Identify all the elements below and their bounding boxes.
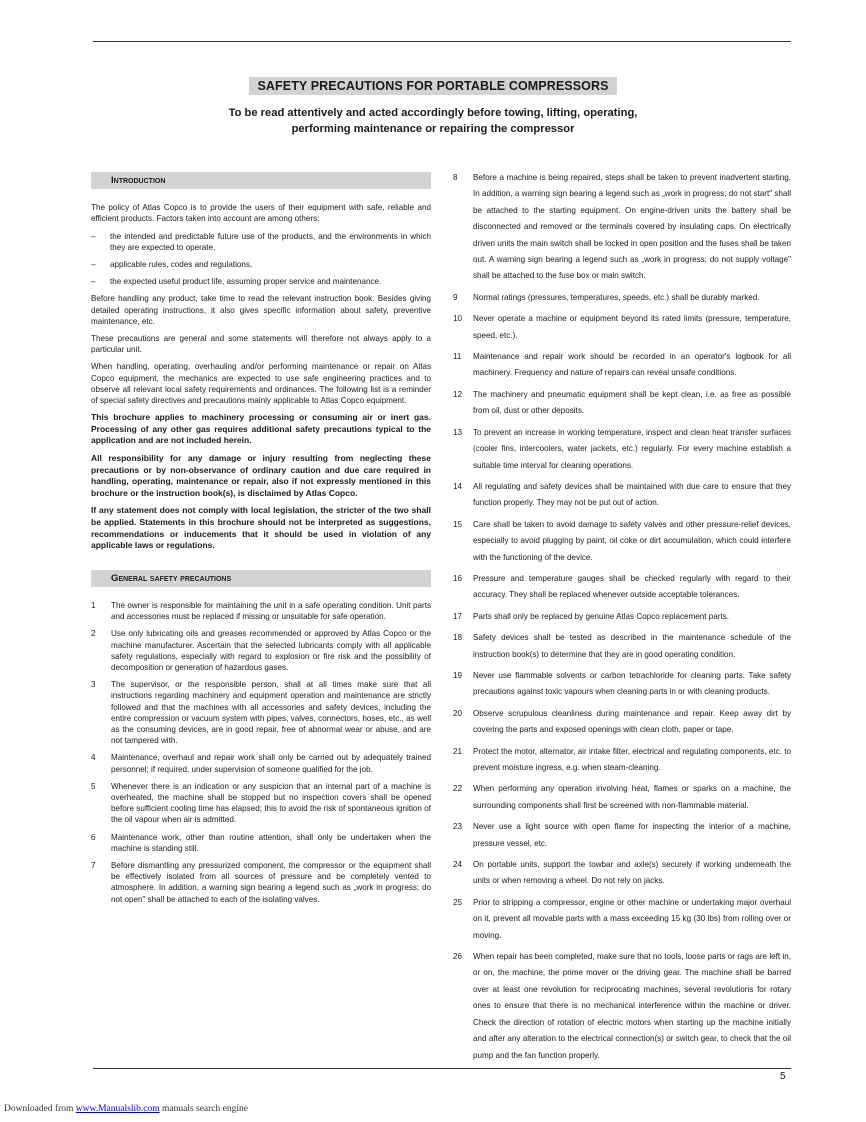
intro-paragraph-2: Before handling any product, take time to read the relevant instruction book. Besides giving detailed operating instructions, it also gives specific information about safety, preventive maintenance, etc. (91, 294, 431, 326)
item-number: 21 (453, 746, 463, 756)
safety-item-10 (453, 311, 791, 344)
safety-item-22 (453, 781, 791, 814)
item-number: 3 (91, 680, 96, 690)
item-text: The owner is responsible for maintaining the unit in a safe operating condition. Unit parts and accessories must be replaced if missing or unsuitable for safe operation. (111, 600, 431, 622)
item-number: 7 (91, 861, 96, 871)
item-text: Maintenance work, other than routine attention, shall only be undertaken when the machine is standing still. (111, 832, 431, 853)
top-rule (93, 41, 791, 42)
safety-item-14 (453, 479, 791, 512)
item-number: 25 (453, 897, 463, 907)
download-footer (4, 1104, 248, 1114)
item-number: 17 (453, 611, 463, 621)
introduction-heading: Introduction (91, 172, 431, 189)
intro-bold-paragraph-1: This brochure applies to machinery processing or consuming air or inert gas. Processing of any other gas requires additional safety precautions typical to the application and are not included herein. (91, 412, 431, 446)
item-number: 24 (453, 860, 463, 870)
item-number: 12 (453, 389, 463, 399)
intro-bullet-text: the intended and predictable future use of the products, and the environments in which they are expected to operate, (110, 231, 431, 252)
intro-bold-paragraph-2: All responsibility for any damage or injury resulting from neglecting these precautions or by non-observance of ordinary caution and due care required in handling, operating, maintenance or repair, also if not expressly mentioned in this brochure or the instruction book(s), is disclaimed by Atlas Copco. (91, 453, 431, 498)
general-items-right (453, 170, 791, 1064)
item-number: 2 (91, 629, 96, 639)
general-items-left (91, 600, 431, 905)
item-text: Observe scrupulous cleanliness during maintenance and repair. Keep away dirt by covering the parts and exposed openings with clean cloth, paper or tape. (473, 708, 791, 735)
safety-item-7 (91, 860, 431, 905)
subtitle-line-1: To be read attentively and acted accordingly before towing, lifting, operating, (228, 107, 638, 119)
safety-item-21 (453, 744, 791, 777)
item-text: To prevent an increase in working temperature, inspect and clean heat transfer surfaces (cooler fins, intercoolers, water jackets, etc.) regularly. For every machine establish a suitable time interval for cleaning operations. (473, 427, 791, 470)
item-text: Normal ratings (pressures, temperatures, speeds, etc.) shall be durably marked. (473, 292, 760, 302)
safety-item-4 (91, 752, 431, 774)
intro-bullet (91, 231, 431, 253)
item-text: The supervisor, or the responsible person, shall at all times make sure that all instructions regarding machinery and equipment operation and maintenance are strictly followed and that the machines with all accessories and safety devices, including the entire compression or vacuum system with pipes, valves, connectors, hoses, etc., as well as the consuming devices, are in good repair, free of abnormal wear or abuse, and are not tampered with. (111, 680, 431, 746)
item-number: 19 (453, 670, 463, 680)
bottom-rule (93, 1068, 791, 1069)
item-number: 18 (453, 633, 463, 643)
item-text: Maintenance and repair work should be recorded in an operator's logbook for all machinery. Frequency and nature of repairs can reveal unsafe conditions. (473, 352, 791, 378)
intro-bullet (91, 276, 431, 287)
title-box (0, 77, 866, 95)
safety-item-16 (453, 571, 791, 604)
item-text: When performing any operation involving heat, flames or sparks on a machine, the surrounding components shall first be screened with non-flammable material. (473, 784, 791, 810)
item-text: Prior to stripping a compressor, engine or other machine or undertaking major overhaul on it, prevent all movable parts with a mass exceeding 15 kg (30 lbs) from rolling over or moving. (473, 897, 791, 940)
footer-prefix: Downloaded from (4, 1104, 76, 1114)
item-number: 20 (453, 708, 463, 718)
item-number: 13 (453, 427, 463, 437)
item-number: 8 (453, 173, 458, 182)
subtitle (0, 105, 866, 137)
intro-paragraph-4: When handling, operating, overhauling and/or performing maintenance or repair on Atlas Copco equipment, the mechanics are expected to use safe engineering practices and to observe all relevant local safety requirements and ordinances. The following list is a reminder of special safety directives and precautions mainly applicable to Atlas Copco equipment. (91, 362, 431, 406)
intro-paragraph-3: These precautions are general and some statements will therefore not always apply to a particular unit. (91, 334, 431, 355)
item-text: Never use flammable solvents or carbon tetrachloride for cleaning parts. Take safety precautions against toxic vapours when cleaning parts in or with cleaning products. (473, 670, 791, 697)
safety-item-1 (91, 600, 431, 622)
item-text: Safety devices shall be tested as described in the maintenance schedule of the instruction book(s) to determine that they are in good operating condition. (473, 633, 791, 659)
item-number: 5 (91, 781, 96, 791)
manualslib-link[interactable]: www.Manualslib.com (75, 1104, 160, 1114)
page-title: SAFETY PRECAUTIONS FOR PORTABLE COMPRESSORS (249, 77, 616, 95)
safety-item-26 (453, 949, 791, 1064)
safety-item-8 (453, 170, 791, 285)
safety-item-24 (453, 857, 791, 890)
item-number: 10 (453, 314, 463, 324)
item-number: 11 (453, 352, 462, 362)
item-text: Care shall be taken to avoid damage to safety valves and other pressure-relief devices, especially to avoid plugging by paint, oil coke or dirt accumulation, which could interfere with the functioning of the device. (473, 519, 791, 562)
general-safety-heading: General safety precautions (91, 570, 431, 587)
intro-bullet (91, 259, 431, 270)
intro-bullet-text: the expected useful product life, assuming proper service and maintenance. (110, 277, 382, 287)
item-number: 23 (453, 822, 463, 832)
item-number: 4 (91, 753, 96, 763)
item-text: Never operate a machine or equipment beyond its rated limits (pressure, temperature, speed, etc.). (473, 314, 791, 340)
item-number: 26 (453, 952, 463, 962)
item-text: On portable units, support the towbar and axle(s) securely if working underneath the units or when removing a wheel. Do not rely on jacks. (473, 860, 791, 886)
safety-item-9 (453, 290, 791, 306)
item-number: 9 (453, 292, 458, 302)
page-number: 5 (780, 1071, 786, 1082)
item-text: Protect the motor, alternator, air intake filter, electrical and regulating components, etc. to prevent moisture ingress, e.g. when steam-cleaning. (473, 746, 791, 772)
safety-item-23 (453, 819, 791, 852)
safety-item-17 (453, 609, 791, 625)
subtitle-line-2: performing maintenance or repairing the compressor (291, 123, 575, 135)
left-column (91, 172, 431, 911)
right-column (453, 170, 791, 1069)
safety-item-25 (453, 895, 791, 944)
item-number: 6 (91, 832, 96, 842)
dash-marker: – (91, 231, 96, 241)
item-number: 16 (453, 573, 463, 583)
safety-item-15 (453, 517, 791, 566)
footer-suffix: manuals search engine (159, 1104, 248, 1114)
item-number: 1 (91, 600, 96, 610)
item-text: Whenever there is an indication or any suspicion that an internal part of a machine is overheated, the machine shall be stopped but no inspection covers shall be opened before sufficient cooling time has elapsed; this to avoid the risk of spontaneous ignition of the oil vapour when air is admitted. (111, 781, 431, 825)
item-text: Use only lubricating oils and greases recommended or approved by Atlas Copco or the machine manufacturer. Ascertain that the selected lubricants comply with all applicable safety regulations, especially with regard to explosion or fire risk and the possibility of decomposition or generation of hazardous gases. (111, 629, 431, 672)
safety-item-13 (453, 425, 791, 474)
item-text: Before a machine is being repaired, steps shall be taken to prevent inadvertent starting. In addition, a warning sign bearing a legend such as „work in progress; do not start" shall be attached to the starting equipment. On engine-driven units the battery shall be disconnected and removed or the terminals covered by insulating caps. On electrically driven units the main switch shall be locked in open position and the fuses shall be taken out. A warning sign bearing a legend such as „work in progress; do not supply voltage" shall be attached to the fuse box or main switch. (473, 173, 791, 281)
item-text: The machinery and pneumatic equipment shall be kept clean, i.e. as free as possible from oil, dust or other deposits. (473, 389, 791, 416)
item-text: Before dismantling any pressurized component, the compressor or the equipment shall be effectively isolated from all sources of pressure and be completely vented to atmosphere. In addition, a warning sign bearing a legend such as „work in progress; do not open" shall be attached to each of the isolating valves. (111, 861, 431, 904)
safety-item-19 (453, 668, 791, 701)
item-text: When repair has been completed, make sure that no tools, loose parts or rags are left in, or on, the machine, the prime mover or the driving gear. The machine shall be barred over at least one revolution for reciprocating machines, several revolutions for rotary ones to ensure that there is no mechanical interference within the machine or driver. Check the direction of rotation of electric motors when starting up the machine initially and after any alteration to the electrical connection(s) or switch gear, to check that the oil pump and the fan function properly. (473, 952, 791, 1060)
intro-bullet-text: applicable rules, codes and regulations, (110, 260, 253, 270)
item-text: Parts shall only be replaced by genuine Atlas Copco replacement parts. (473, 611, 730, 621)
safety-item-11 (453, 349, 791, 382)
safety-item-6 (91, 832, 431, 854)
safety-item-3 (91, 679, 431, 746)
safety-item-12 (453, 387, 791, 420)
intro-paragraph-1: The policy of Atlas Copco is to provide the users of their equipment with safe, reliable and efficient products. Factors taken into account are among others: (91, 203, 431, 224)
item-text: Pressure and temperature gauges shall be checked regularly with regard to their accuracy. They shall be replaced whenever outside acceptable tolerances. (473, 573, 791, 600)
intro-bold-paragraph-3: If any statement does not comply with local legislation, the stricter of the two shall be applied. Statements in this brochure should not be interpreted as suggestions, recommendations or inducements that it should be used in violation of any applicable laws or regulations. (91, 505, 431, 551)
dash-marker: – (91, 260, 96, 270)
item-number: 14 (453, 481, 463, 491)
safety-item-5 (91, 781, 431, 826)
item-text: Maintenance, overhaul and repair work shall only be carried out by adequately trained personnel; if required, under supervision of someone qualified for the job. (111, 753, 431, 774)
item-text: All regulating and safety devices shall be maintained with due care to ensure that they function properly. They may not be put out of action. (473, 481, 791, 508)
dash-marker: – (91, 277, 96, 287)
item-number: 15 (453, 519, 463, 529)
safety-item-2 (91, 628, 431, 673)
item-text: Never use a light source with open flame for inspecting the interior of a machine, pressure vessel, etc. (473, 822, 791, 848)
safety-item-20 (453, 706, 791, 739)
safety-item-18 (453, 630, 791, 663)
item-number: 22 (453, 784, 463, 794)
